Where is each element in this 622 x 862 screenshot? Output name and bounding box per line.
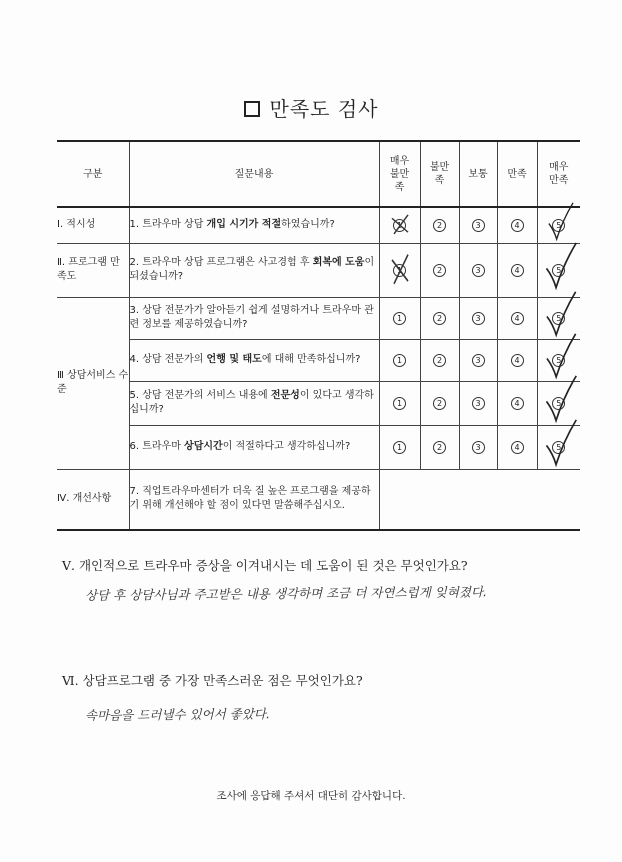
option-number: 5 xyxy=(552,219,565,232)
rating-option-3[interactable] xyxy=(459,297,497,339)
question-emphasis: 상담시간 xyxy=(184,441,223,452)
option-number: 5 xyxy=(552,441,565,454)
header-satisfied: 만족 xyxy=(497,141,537,207)
rating-option-1[interactable] xyxy=(379,339,420,381)
option-number: 3 xyxy=(472,354,485,367)
option-number: 5 xyxy=(552,264,565,277)
rating-option-4[interactable] xyxy=(497,207,537,243)
question-text: 에 대해 만족하십니까? xyxy=(261,354,361,365)
question-emphasis: 회복에 도움 xyxy=(312,257,365,268)
rating-option-5[interactable] xyxy=(537,207,580,243)
category-label: Ⅰ. 적시성 xyxy=(57,207,129,243)
thank-you-footer: 조사에 응답해 주셔서 대단히 감사합니다. xyxy=(216,790,406,802)
rating-option-5[interactable] xyxy=(537,339,580,381)
header-question: 질문내용 xyxy=(129,141,379,207)
option-number: 4 xyxy=(511,441,524,454)
question-3 xyxy=(129,297,379,339)
question-emphasis: 전문성 xyxy=(270,390,300,401)
rating-option-5[interactable] xyxy=(537,381,580,425)
section-6-question: Ⅵ. 상담프로그램 중 가장 만족스러운 점은 무엇인가요? xyxy=(62,673,363,688)
section-5-question: Ⅴ. 개인적으로 트라우마 증상을 이겨내시는 데 도움이 된 것은 무엇인가요? xyxy=(62,558,468,573)
table-row xyxy=(57,425,580,469)
rating-option-4[interactable] xyxy=(497,381,537,425)
rating-option-5[interactable] xyxy=(537,425,580,469)
option-number: 3 xyxy=(472,441,485,454)
rating-option-3[interactable] xyxy=(459,381,497,425)
question-text: 7. 직업트라우마센터가 더욱 질 높은 프로그램을 제공하기 위해 개선해야 할 점이 있다면 말씀해주십시오. xyxy=(129,486,371,512)
question-emphasis: 언행 및 태도 xyxy=(206,354,262,365)
option-number: 4 xyxy=(511,312,524,325)
table-row xyxy=(57,469,580,530)
rating-option-1[interactable] xyxy=(379,297,420,339)
page-title: 만족도 검사 xyxy=(0,93,622,122)
question-text: 3. 상담 전문가가 알아듣기 쉽게 설명하거나 트라우마 관련 정보를 제공하였습니까? xyxy=(129,305,374,330)
question-text: 하였습니까? xyxy=(281,219,335,231)
header-dissatisfied: 불만 족 xyxy=(420,141,459,207)
rating-option-5[interactable] xyxy=(537,297,580,339)
rating-option-2[interactable] xyxy=(420,297,459,339)
header-neutral: 보통 xyxy=(459,141,497,207)
rating-option-1[interactable] xyxy=(379,381,420,425)
table-row xyxy=(57,207,580,243)
question-text: 이 있다고 생각하십니까? xyxy=(129,390,374,415)
section-6-answer[interactable]: 속마음을 드러낼수 있어서 좋았다. xyxy=(84,706,271,723)
rating-option-2[interactable] xyxy=(420,207,459,243)
question-text: 2. 트라우마 상담 프로그램은 사고경험 후 xyxy=(129,257,313,268)
option-number: 1 xyxy=(393,264,406,277)
header-very-dissatisfied: 매우 불만 족 xyxy=(379,141,420,207)
rating-option-3[interactable] xyxy=(459,425,497,469)
category-label: Ⅳ. 개선사항 xyxy=(57,469,129,530)
rating-option-2[interactable] xyxy=(420,381,459,425)
option-number: 5 xyxy=(552,312,565,325)
rating-option-2[interactable] xyxy=(420,339,459,381)
option-number: 4 xyxy=(511,219,524,232)
option-number: 4 xyxy=(511,354,524,367)
option-number: 2 xyxy=(433,312,446,325)
question-text: 이 적절하다고 생각하십니까? xyxy=(222,441,351,452)
option-number: 3 xyxy=(472,397,485,410)
satisfaction-table xyxy=(57,140,580,531)
question-7 xyxy=(129,469,379,530)
option-number: 1 xyxy=(393,354,406,367)
option-number: 2 xyxy=(433,354,446,367)
rating-option-3[interactable] xyxy=(459,243,497,297)
rating-option-4[interactable] xyxy=(497,243,537,297)
rating-option-3[interactable] xyxy=(459,339,497,381)
table-row xyxy=(57,297,580,339)
option-number: 4 xyxy=(511,264,524,277)
option-number: 5 xyxy=(552,397,565,410)
category-label: Ⅱ. 프로그램 만족도 xyxy=(57,243,129,297)
question-4 xyxy=(129,339,379,381)
rating-option-5[interactable] xyxy=(537,243,580,297)
question-emphasis: 개입 시기가 적절 xyxy=(206,219,282,231)
option-number: 3 xyxy=(472,312,485,325)
option-number: 2 xyxy=(433,264,446,277)
table-row xyxy=(57,381,580,425)
rating-option-2[interactable] xyxy=(420,243,459,297)
rating-option-1[interactable] xyxy=(379,207,420,243)
question-text: 4. 상담 전문가의 xyxy=(129,354,207,365)
rating-option-4[interactable] xyxy=(497,339,537,381)
question-1 xyxy=(129,207,379,243)
question-5 xyxy=(129,381,379,425)
option-number: 1 xyxy=(393,397,406,410)
header-row xyxy=(57,141,580,207)
header-very-satisfied: 매우 만족 xyxy=(537,141,580,207)
question-text: 1. 트라우마 상담 xyxy=(129,219,207,231)
table-row xyxy=(57,339,580,381)
option-number: 4 xyxy=(511,397,524,410)
rating-option-1[interactable] xyxy=(379,243,420,297)
header-category: 구분 xyxy=(57,141,129,207)
question-text: 5. 상담 전문가의 서비스 내용에 xyxy=(129,390,271,401)
rating-option-2[interactable] xyxy=(420,425,459,469)
option-number: 2 xyxy=(433,397,446,410)
section-5-answer[interactable]: 상담 후 상담사님과 주고받은 내용 생각하며 조금 더 자연스럽게 잊혀졌다. xyxy=(84,584,488,603)
improvement-answer-cell[interactable] xyxy=(379,469,580,530)
rating-option-3[interactable] xyxy=(459,207,497,243)
option-number: 1 xyxy=(393,219,406,232)
rating-option-4[interactable] xyxy=(497,297,537,339)
question-6 xyxy=(129,425,379,469)
option-number: 5 xyxy=(552,354,565,367)
option-number: 1 xyxy=(393,312,406,325)
rating-option-1[interactable] xyxy=(379,425,420,469)
option-number: 2 xyxy=(433,219,446,232)
table-row xyxy=(57,243,580,297)
option-number: 3 xyxy=(472,264,485,277)
option-number: 2 xyxy=(433,441,446,454)
rating-option-4[interactable] xyxy=(497,425,537,469)
category-label: Ⅲ 상담서비스 수준 xyxy=(57,297,129,469)
question-text: 이 되셨습니까? xyxy=(129,257,375,282)
checkbox-square-icon xyxy=(244,101,260,117)
option-number: 3 xyxy=(472,219,485,232)
question-text: 6. 트라우마 xyxy=(129,441,185,452)
question-2 xyxy=(129,243,379,297)
option-number: 1 xyxy=(393,441,406,454)
